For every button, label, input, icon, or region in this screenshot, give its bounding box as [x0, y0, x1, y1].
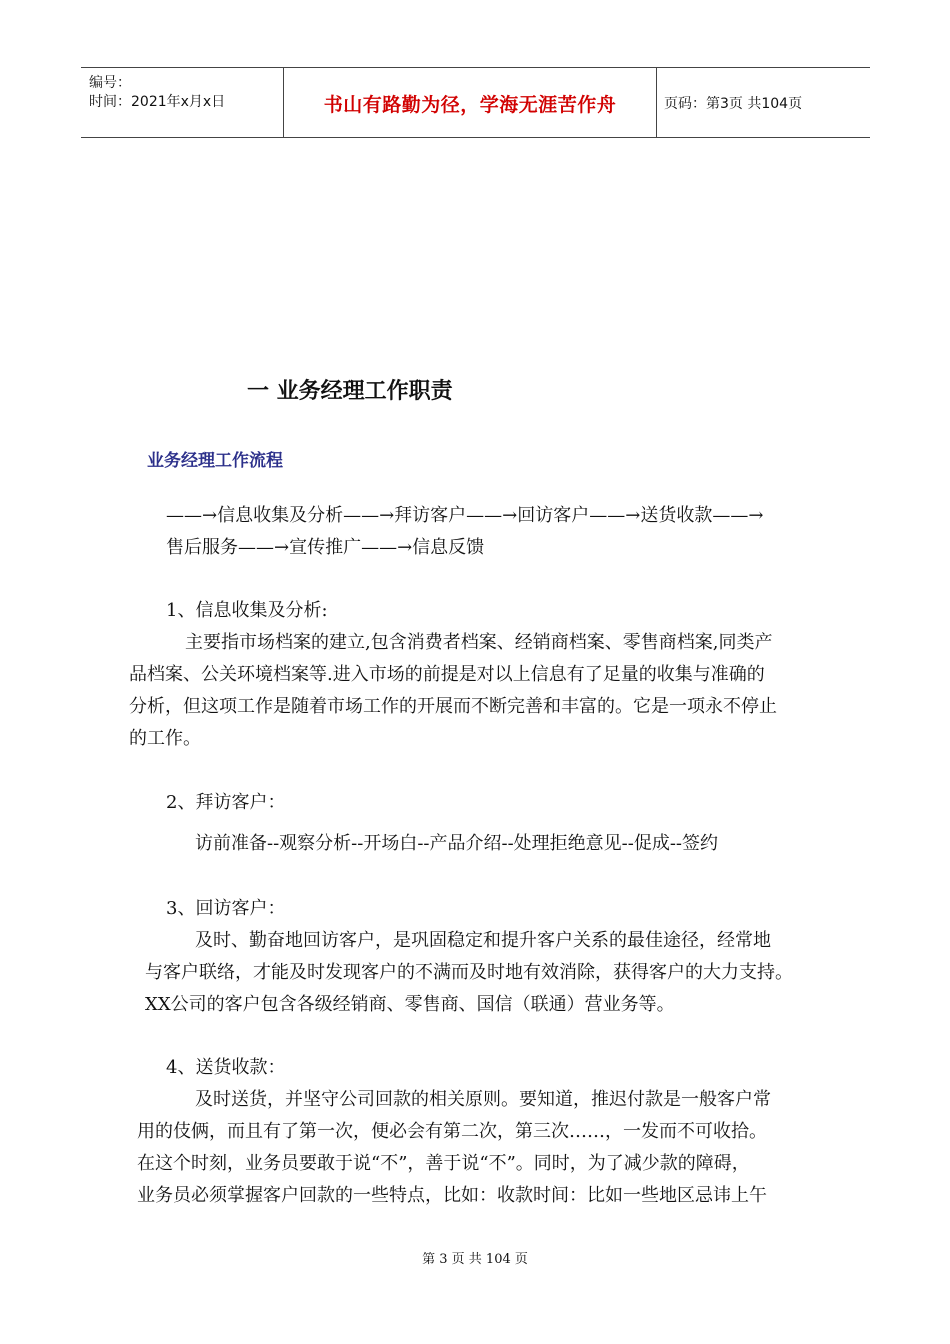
flow-line: ——→信息收集及分析——→拜访客户——→回访客户——→送货收款——→	[166, 505, 764, 526]
paragraph-line: 业务员必须掌握客户回款的一些特点，比如：收款时间：比如一些地区忌讳上午	[137, 1185, 767, 1206]
doc-code-label: 编号：	[89, 75, 131, 91]
page-title: 一 业务经理工作职责	[247, 379, 453, 404]
paragraph-line: 及时、勤奋地回访客户，是巩固稳定和提升客户关系的最佳途径，经常地	[195, 930, 771, 951]
section-heading: 2、拜访客户：	[166, 792, 286, 813]
section-heading: 1、信息收集及分析:	[166, 600, 328, 621]
doc-time: 时间：2021年x月x日	[89, 94, 226, 110]
section-subtitle: 业务经理工作流程	[147, 451, 283, 471]
header-page-cell	[656, 68, 870, 137]
paragraph-line: 用的伎俩，而且有了第一次，便必会有第二次，第三次……，一发而不可收拾。	[137, 1121, 767, 1142]
paragraph-line: 主要指市场档案的建立,包含消费者档案、经销商档案、零售商档案,同类产	[185, 632, 773, 653]
page-footer: 第 3 页 共 104 页	[422, 1252, 528, 1267]
paragraph-line: XX公司的客户包含各级经销商、零售商、国信（联通）营业务等。	[145, 994, 675, 1015]
paragraph-line: 的工作。	[129, 728, 201, 749]
paragraph-line: 与客户联络，才能及时发现客户的不满而及时地有效消除，获得客户的大力支持。	[145, 962, 793, 983]
paragraph-line: 及时送货，并坚守公司回款的相关原则。要知道，推迟付款是一般客户常	[195, 1089, 771, 1110]
header-page-info: 页码：第3页 共104页	[664, 96, 803, 112]
section-heading: 3、回访客户：	[166, 898, 286, 919]
header-left-cell	[81, 68, 283, 137]
header-motto-cell	[283, 68, 657, 137]
paragraph-line: 品档案、公关环境档案等.进入市场的前提是对以上信息有了足量的收集与准确的	[129, 664, 765, 685]
paragraph-line: 访前准备--观察分析--开场白--产品介绍--处理拒绝意见--促成--签约	[195, 833, 718, 854]
flow-line: 售后服务——→宣传推广——→信息反馈	[166, 537, 485, 558]
paragraph-line: 在这个时刻，业务员要敢于说“不”，善于说“不”。同时，为了减少款的障碍，	[137, 1153, 750, 1174]
page-header	[81, 67, 870, 138]
header-motto: 书山有路勤为径，学海无涯苦作舟	[323, 94, 617, 116]
paragraph-line: 分析，但这项工作是随着市场工作的开展而不断完善和丰富的。它是一项永不停止	[129, 696, 777, 717]
section-heading: 4、送货收款：	[166, 1057, 286, 1078]
